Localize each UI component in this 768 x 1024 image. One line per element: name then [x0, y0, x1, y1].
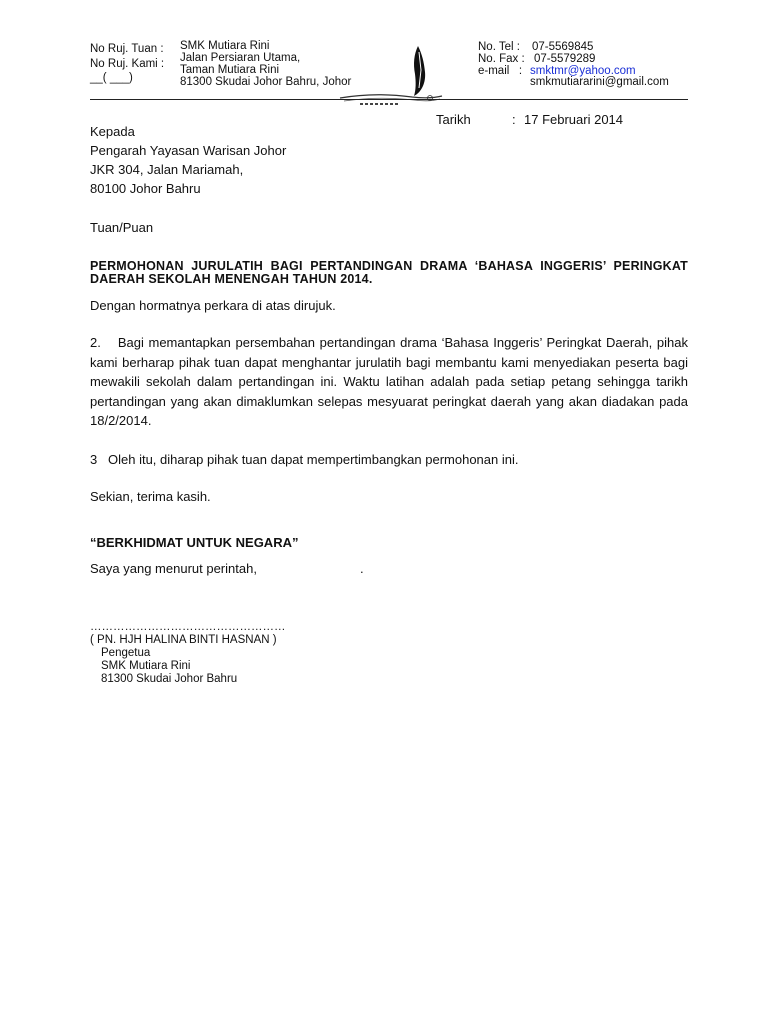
school-address-3: 81300 Skudai Johor Bahru, Johor: [180, 76, 352, 88]
salutation: Tuan/Puan: [90, 220, 154, 235]
fax-value: 07-5579289: [534, 53, 596, 65]
closing-line: Sekian, terima kasih.: [90, 489, 211, 504]
signatory-name: ( PN. HJH HALINA BINTI HASNAN ): [90, 634, 277, 646]
signature-line: ……………………………………………: [90, 621, 286, 633]
motto: “BERKHIDMAT UNTUK NEGARA”: [90, 535, 299, 550]
paragraph-2: [90, 333, 688, 431]
date-separator: :: [512, 112, 516, 127]
recipient-line: Kepada: [90, 124, 135, 139]
tel-label: No. Tel :: [478, 41, 520, 53]
ref-kami-label: No Ruj. Kami :: [90, 58, 165, 70]
recipient-line: Pengarah Yayasan Warisan Johor: [90, 143, 287, 158]
sign-off: Saya yang menurut perintah,: [90, 561, 257, 576]
email-2: smkmutiararini@gmail.com: [530, 76, 669, 88]
signatory-school: SMK Mutiara Rini: [101, 660, 191, 672]
ref-blank: __( ___): [90, 72, 133, 84]
date-value: 17 Februari 2014: [524, 112, 624, 127]
paragraph-2-number: 2.: [90, 335, 101, 350]
recipient-line: 80100 Johor Bahru: [90, 181, 201, 196]
paragraph-3-text: Oleh itu, diharap pihak tuan dapat mempertimbangkan permohonan ini.: [108, 452, 519, 467]
school-address-1: Jalan Persiaran Utama,: [180, 52, 301, 64]
sign-off-dot: .: [360, 561, 364, 576]
tel-value: 07-5569845: [532, 41, 594, 53]
fax-label: No. Fax :: [478, 53, 525, 65]
school-name: SMK Mutiara Rini: [180, 40, 270, 52]
email-label: e-mail :: [478, 65, 523, 77]
paragraph-2-text: Bagi memantapkan persembahan pertandingan drama ‘Bahasa Inggeris’ Peringkat Daerah, pihak kami berharap pihak tuan dapat menghantar jurulatih bagi membantu kami menyediakan peserta bagi mewakili sekolah dalam pertandingan ini. Waktu latihan adalah pada setiap petang sehingga tarikh pertandingan yang akan dimaklumkan selepas mesyuarat peringkat daerah yang akan diadakan pada 18/2/2014.: [90, 335, 688, 428]
ref-tuan-label: No Ruj. Tuan :: [90, 43, 164, 55]
signatory-address: 81300 Skudai Johor Bahru: [101, 673, 238, 685]
letter-subject: PERMOHONAN JURULATIH BAGI PERTANDINGAN DRAMA ‘BAHASA INGGERIS’ PERINGKAT DAERAH SEKOLAH MENENGAH TAHUN 2014.: [90, 259, 688, 286]
header-rule: [90, 99, 688, 100]
date-label: Tarikh: [436, 112, 471, 127]
signatory-title: Pengetua: [101, 647, 151, 659]
opening-line: Dengan hormatnya perkara di atas dirujuk.: [90, 298, 336, 313]
recipient-line: JKR 304, Jalan Mariamah,: [90, 162, 244, 177]
email-link-1[interactable]: smktmr@yahoo.com: [530, 65, 636, 77]
school-address-2: Taman Mutiara Rini: [180, 64, 280, 76]
paragraph-3-number: 3: [90, 452, 98, 467]
